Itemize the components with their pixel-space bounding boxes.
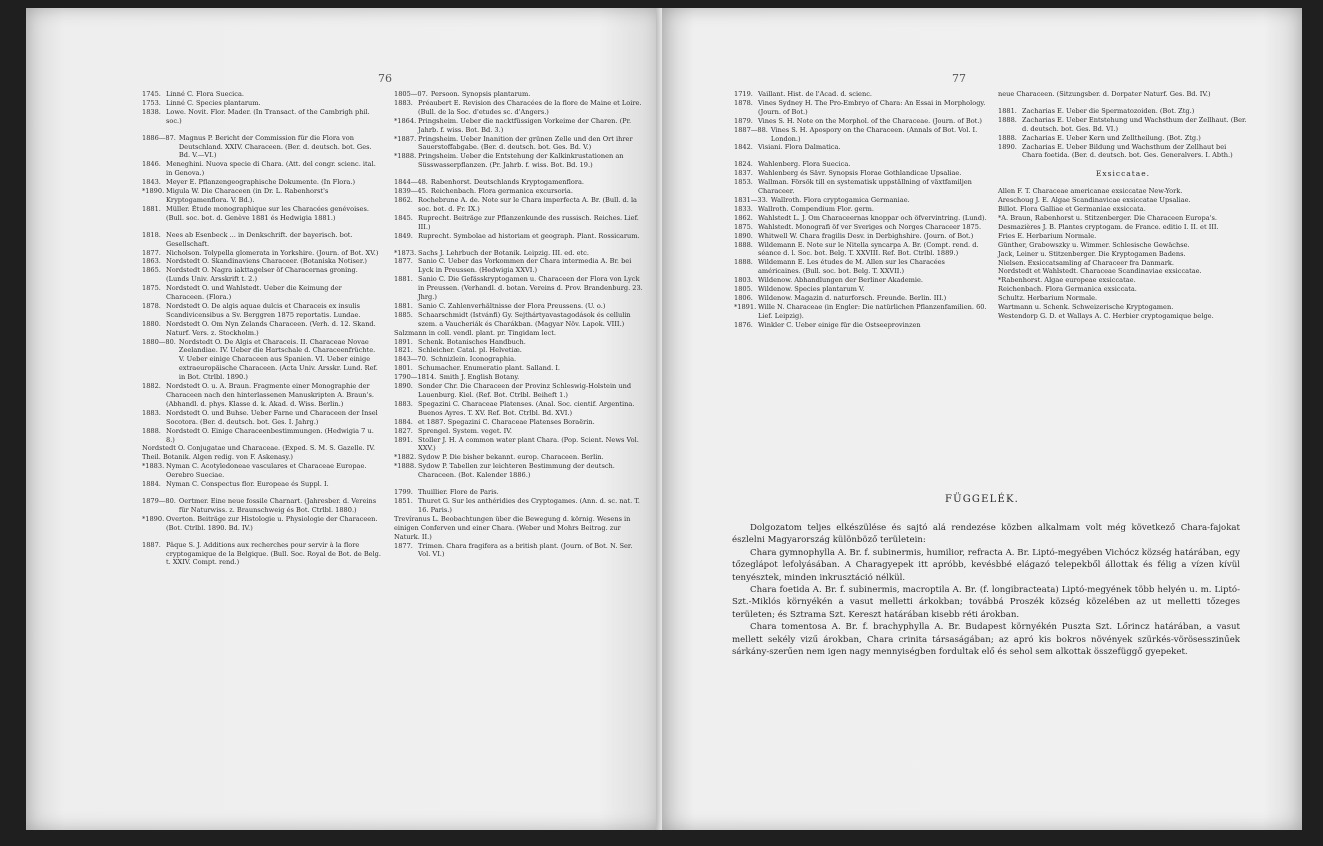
citation-text: Schleicher. Catal. pl. Helvetiæ.: [418, 346, 522, 355]
citation-text: Ruprecht. Beiträge zur Pflanzenkunde des russisch. Reiches. Lief. III.): [418, 213, 639, 231]
citation-text: Zacharias E. Ueber Kern und Zelltheilung. (Bot. Ztg.): [1022, 133, 1201, 142]
citation-entry: [142, 99, 382, 108]
spacer: [142, 489, 382, 497]
citation-entry: [142, 284, 382, 302]
citation-text: Smith J. English Botany.: [439, 373, 520, 382]
citation-year: 1879—80.: [142, 496, 176, 505]
citation-year: 1833.: [734, 204, 753, 213]
citation-entry: [394, 311, 644, 329]
spacer: [998, 99, 1248, 107]
citation-entry: [394, 364, 644, 373]
citation-text: Nordstedt O. Conjugatae und Characeae. (Exped. S. M. S. Gazelle. IV. Theil. Botanik. Algen redig. von F. Askenasy.): [142, 444, 375, 462]
citation-year: 1875.: [734, 222, 753, 231]
spacer: [394, 170, 644, 178]
exsiccata-entry: Nordstedt et Wahlstedt. Characeae Scandinaviae exsiccatae.: [998, 267, 1202, 276]
citation-year: 1849.: [394, 231, 413, 240]
citation-entry: [734, 258, 988, 276]
citation-text: Nyman C. Acotyledoneae vasculares et Characeae Europae. Oerebro Sueciae.: [166, 462, 367, 480]
citation-year: 1865.: [142, 266, 161, 275]
citation-entry: [394, 497, 644, 515]
citation-text: Sydow P. Tabellen zur leichteren Bestimmung der deutsch. Characeen. (Bot. Kalender 1886.): [418, 462, 615, 480]
citation-text: Nordstedt O. De Algis et Characeis. II. Characeae Novae Zeelandiae. IV. Ueber die Hartschale d. Characeenfrüchte. V. Ueber einige Characeen aus Spanien. VI. Ueber einige extraeuropäische Characeen. (Acta Univ. Arsskr. Lund. Ref. in Bot. Ctrlbl. 1890.): [178, 337, 378, 382]
exsiccata-entry: *A. Braun, Rabenhorst u. Stitzenberger. Die Characeen Europa's.: [998, 213, 1217, 222]
citation-entry: [142, 257, 382, 266]
citation-text: Winkler C. Ueber einige für die Ostseeprovinzen: [758, 320, 921, 329]
left-column-2: [394, 90, 644, 559]
citation-entry: [394, 488, 644, 497]
citation-year: *1888.: [394, 152, 417, 161]
left-page: [26, 8, 662, 830]
spacer: [734, 152, 988, 160]
citation-entry: [998, 107, 1248, 116]
page-number: 77: [952, 72, 966, 85]
citation-entry: [394, 257, 644, 275]
citation-entry: [394, 400, 644, 418]
citation-year: *1888.: [394, 462, 417, 471]
citation-year: 1887—88.: [734, 125, 768, 134]
citation-entry: [394, 275, 644, 302]
exsiccata-entry: Nielsen. Exsiccatsamling af Characeer fra Danmark.: [998, 258, 1174, 267]
citation-year: 1891.: [394, 435, 413, 444]
citation-entry: [394, 373, 644, 382]
citation-entry: [394, 187, 644, 196]
citation-text: Spegazini C. Characeae Platenses. (Anal. Soc. cientif. Argentina. Buenos Ayres. T. XV. Ref. Bot. Ctrlbl. Bd. XVI.): [418, 399, 635, 417]
citation-text: Nees ab Esenbeck ... in Denkschrift. der bayerisch. bot. Gesellschaft.: [166, 230, 353, 248]
citation-text: neue Characeen. (Sitzungsber. d. Dorpater Naturf. Ges. Bd. IV.): [998, 90, 1211, 98]
citation-entry: [142, 409, 382, 427]
citation-text: Müller. Étude monographique sur les Characées genévoises. (Bull. soc. bot. d. Genève 1881 és Hedwigia 1881.): [166, 204, 369, 222]
citation-entry: [998, 143, 1248, 161]
citation-entry: [394, 152, 644, 170]
citation-text: Nicholson. Tolypella glomerata in Yorkshire. (Journ. of Bot. XV.): [166, 248, 379, 257]
citation-entry: [734, 321, 988, 330]
citation-text: Oertmer. Eine neue fossile Charnart. (Jahresber. d. Vereins für Naturwiss. z. Braunschweig és Bot. Ctrlbl. 1880.): [178, 496, 377, 514]
citation-entry: [142, 462, 382, 480]
citation-text: Linné C. Flora Suecica.: [166, 90, 245, 98]
citation-text: Vines S. H. Note on the Morphol. of the Characeae. (Journ. of Bot.): [758, 116, 982, 125]
citation-entry: [394, 196, 644, 214]
citation-entry: [734, 117, 988, 126]
citation-entry: [394, 329, 644, 338]
citation-entry: [734, 294, 988, 303]
appendix-paragraph: Dolgozatom teljes elkészülése és sajtó alá rendezése közben alkalmam volt még következő Chara-fajokat észlelni Magyarország különböző területein:: [732, 523, 1240, 546]
citation-year: 1862.: [734, 213, 753, 222]
citation-text: Wildenow. Abhandlungen der Berliner Akademie.: [758, 276, 924, 285]
citation-entry: [734, 241, 988, 259]
citation-text: Reichenbach. Flora germanica excursoria.: [430, 187, 573, 196]
citation-text: Nordstedt O. Skandinaviens Characeer. (Botaniska Notiser.): [166, 257, 367, 266]
citation-entry: [394, 427, 644, 436]
citation-year: 1881.: [394, 301, 413, 310]
citation-year: 1881.: [998, 106, 1017, 115]
citation-year: 1890.: [734, 231, 753, 240]
citation-entry: [394, 178, 644, 187]
appendix-paragraph: Chara tomentosa A. Br. f. brachyphylla A. Br. Budapest környékén Puszta Szt. Lőrincz határában, a vasut mellett sekély vizű árokban, Chara crinita társaságában; az apró kis bokros növények szürkés-vörösesszinűek sárkány-szerűen nem igen nagy mennyiségben fordultak elő és sehol sem alkottak összefüggő gyepeket.: [732, 622, 1240, 658]
citation-text: Sanio C. Die Gefässkryptogamen u. Characeen der Flora von Lyck in Preussen. (Verhandl. d. botan. Vereins d. Prov. Brandenburg. 23. Jhrg.): [418, 275, 643, 302]
citation-entry: [394, 99, 644, 117]
citation-year: 1888.: [142, 426, 161, 435]
exsiccata-entry: Schultz. Herbarium Normale.: [998, 294, 1098, 303]
exsiccata-entry: Jack, Leiner u. Stitzenberger. Die Kryptogamen Badens.: [998, 249, 1186, 258]
citation-text: Schaarschmidt (Istvánfi) Gy. Sejthártyavastagodások és cellulin szem. a Vaucheriák és Charákban. (Magyar Növ. Lapok. VIII.): [418, 310, 631, 328]
citation-entry: [734, 143, 988, 152]
citation-entry: [734, 223, 988, 232]
citation-entry: [734, 169, 988, 178]
citation-text: Lowe. Novit. Flor. Mader. (In Transact. of the Cambrigh phil. soc.): [166, 107, 370, 125]
citation-year: *1890.: [142, 187, 165, 196]
citation-entry: [394, 346, 644, 355]
citation-year: 1805.: [734, 285, 753, 294]
citation-list: [998, 90, 1248, 160]
citation-year: 1719.: [734, 90, 753, 98]
citation-entry: [142, 108, 382, 126]
spacer: [394, 480, 644, 488]
citation-entry: [734, 214, 988, 223]
citation-text: Nordstedt O. und Buhse. Ueber Farne und Characeen der Insel Socotora. (Ber. d. deutsch. bot. Ges. I. Jahrg.): [166, 408, 378, 426]
citation-entry: [734, 285, 988, 294]
citation-entry: [142, 249, 382, 258]
citation-entry: [734, 303, 988, 321]
citation-text: Rochebrune A. de. Note sur le Chara imperfecta A. Br. (Bull. d. la soc. bot. d. Fr. IX.): [418, 195, 637, 213]
citation-year: 1890.: [998, 142, 1017, 151]
citation-year: 1839—45.: [394, 187, 428, 196]
citation-text: Zacharias E. Ueber Entstehung und Wachsthum der Zellhaut. (Ber. d. deutsch. bot. Ges. Bd. VI.): [1022, 115, 1247, 133]
citation-year: 1881.: [394, 275, 413, 284]
citation-entry: [998, 134, 1248, 143]
citation-year: *1882.: [394, 453, 417, 462]
citation-text: Sydow P. Die bisher bekannt. europ. Characeen. Berlin.: [418, 453, 604, 462]
spacer: [142, 223, 382, 231]
citation-year: 1863.: [142, 257, 161, 266]
citation-year: 1862.: [394, 195, 413, 204]
citation-text: Sanio C. Zahlenverhältnisse der Flora Preussens. (U. o.): [418, 301, 606, 310]
citation-text: Wildemann E. Les études de M. Allen sur les Characées américaines. (Bull. soc. bot. Belg. T. XXVII.): [758, 258, 945, 276]
exsiccata-entry: Allen F. T. Characeae americanae exsiccatae New-York.: [998, 187, 1183, 196]
citation-year: 1805—07.: [394, 90, 428, 98]
spacer: [142, 126, 382, 134]
citation-entry: [394, 338, 644, 347]
exsiccata-entry: Fries E. Herbarium Normale.: [998, 231, 1097, 240]
citation-year: 1884.: [142, 480, 161, 489]
citation-year: 1884.: [394, 417, 413, 426]
citation-year: 1806.: [734, 293, 753, 302]
citation-text: Nordstedt O. und Wahlstedt. Ueber die Keimung der Characeen. (Flora.): [166, 284, 342, 302]
citation-entry: [394, 117, 644, 135]
citation-entry: [394, 302, 644, 311]
citation-year: 1878.: [734, 98, 753, 107]
citation-entry: [142, 427, 382, 445]
right-column-1: [734, 90, 988, 330]
citation-year: 1843—70.: [394, 355, 428, 364]
citation-text: Migula W. Die Characeen (in Dr. L. Rabenhorst's Kryptogamenflora. V. Bd.).: [166, 187, 329, 204]
citation-text: Wille N. Characeae (in Engler: Die natürlichen Pflanzenfamilien. 60. Lief. Leipzig).: [758, 302, 987, 320]
citation-text: Nordstedt O. Om Nyn Zelands Characeen. (Verh. d. 12. Skand. Naturf. Vers. z. Stockholm.): [166, 319, 376, 337]
citation-entry: [142, 90, 382, 99]
citation-year: 1888.: [998, 115, 1017, 124]
exsiccata-entry: Wartmann u. Schenk. Schweizerische Kryptogamen.: [998, 303, 1174, 312]
citation-entry: [142, 178, 382, 187]
citation-text: et 1887. Spegazini C. Characeae Platenses Boraërin.: [418, 417, 595, 426]
citation-entry: [142, 320, 382, 338]
citation-text: Nordstedt O. Nagra iakttagelser öf Characernas groning. (Lunds Univ. Arsskrift t. 2.): [166, 266, 358, 284]
citation-year: 1838.: [142, 107, 161, 116]
citation-text: Pringsheim. Ueber die Entstehung der Kalkinkrustationen an Süsswasserpflanzen. (Pr. Jahrb. f. wiss. Bot. Bd. 19.): [418, 152, 624, 170]
citation-text: Wallman. Försök till en systematisk uppställning of växtfamiljen Characeer.: [758, 178, 972, 196]
citation-text: Pringsheim. Ueber die nacktfüssigen Vorkeime der Charen. (Pr. Jahrb. f. wiss. Bot. Bd. 3.): [418, 116, 632, 134]
citation-year: 1853.: [734, 178, 753, 187]
right-column-2: [998, 90, 1248, 321]
citation-text: Wahlenberg és Sävr. Synopsis Florae Gothlandicae Upsaliae.: [758, 169, 962, 178]
citation-entry: [394, 418, 644, 427]
citation-text: Wahlstedt L. J. Om Characeernas knoppar och öfvervintring. (Lund).: [758, 213, 987, 222]
citation-text: Ruprecht. Symbolae ad historiam et geograph. Plant. Rossicarum.: [418, 231, 640, 240]
citation-entry: [394, 453, 644, 462]
citation-entry: [394, 382, 644, 400]
page-number: 76: [378, 72, 392, 85]
citation-text: Nordstedt O. u. A. Braun. Fragmente einer Monographie der Characeen nach den hinterlassenen Manuskripten A. Braun's. (Abhandl. d. phys. Klasse d. k. Akad. d. Wiss. Berlin.): [166, 382, 374, 408]
citation-entry: [142, 444, 382, 462]
citation-text: Stoller J. H. A common water plant Chara. (Pop. Scient. News Vol. XXV.): [418, 435, 639, 453]
citation-text: Salzmann in coll. vendl. plant. pr. Tingidam lect.: [394, 328, 556, 337]
citation-year: *1873.: [394, 248, 417, 257]
citation-entry: [394, 462, 644, 480]
citation-entry: [394, 90, 644, 99]
citation-entry: [394, 515, 644, 542]
citation-text: Nyman C. Conspectus flor. Europeae és Suppl. I.: [166, 480, 329, 489]
appendix-paragraph: Chara foetida A. Br. f. subinermis, macroptila A. Br. (f. longibracteata) Liptó-megyének több helyén u. m. Liptó-Szt.-Miklós környékén a vasut melletti árkokban; továbbá Proszék község közelében az ut melletti tőzeges területen; és Sztrama Szt. Kereszt határában kisebb réti árokban.: [732, 585, 1240, 620]
citation-entry: [142, 302, 382, 320]
citation-year: 1886—87.: [142, 133, 176, 142]
citation-entry: [734, 126, 988, 144]
exsiccata-entry: Areschoug J. E. Algae Scandinavicae exsiccatae Upsaliae.: [998, 196, 1191, 205]
citation-year: *1890.: [142, 514, 165, 523]
citation-year: 1880—80.: [142, 337, 176, 346]
citation-text: Thuillier. Flore de Paris.: [418, 488, 499, 497]
citation-text: Wahlstedt. Monografi öf ver Sveriges och Norges Characeer 1875.: [758, 222, 982, 231]
exsiccata-entry: *Rabenhorst. Algae europeae exsiccatae.: [998, 276, 1136, 285]
citation-year: 1890.: [394, 382, 413, 391]
citation-text: Trimen. Chara fragifera as a british plant. (Journ. of Bot. N. Ser. Vol. VI.): [418, 541, 633, 559]
spacer: [142, 533, 382, 541]
citation-entry: [142, 187, 382, 205]
citation-text: Wallroth. Flora cryptogamica Germaniae.: [770, 195, 910, 204]
left-column-1: [142, 90, 382, 567]
citation-entry: [142, 541, 382, 568]
citation-year: 1827.: [394, 426, 413, 435]
citation-entry: [394, 355, 644, 364]
citation-text: Sprengel. System. veget. IV.: [418, 426, 512, 435]
citation-year: *1887.: [394, 134, 417, 143]
citation-entry: [142, 515, 382, 533]
citation-text: Thuret G. Sur les anthéridies des Cryptogames. (Ann. d. sc. nat. T. 16. Paris.): [418, 496, 640, 514]
citation-year: 1877.: [394, 541, 413, 550]
exsiccata-entry: Westendorp G. D. et Wallays A. C. Herbier cryptogamique belge.: [998, 311, 1214, 320]
citation-entry: [394, 135, 644, 153]
citation-entry: [142, 160, 382, 178]
citation-text: Wildenow. Magazin d. naturforsch. Freunde. Berlin. III.): [758, 293, 947, 302]
citation-text: Wildenow. Species plantarum V.: [758, 285, 865, 294]
citation-year: 1801.: [394, 364, 413, 373]
exsiccatae-heading: Exsiccatae.: [1095, 169, 1151, 179]
citation-entry: [734, 99, 988, 117]
citation-year: 1891.: [394, 337, 413, 346]
citation-entry: [734, 232, 988, 241]
citation-entry: [142, 382, 382, 409]
citation-year: *1864.: [394, 116, 417, 125]
citation-year: *1883.: [142, 462, 165, 471]
citation-entry: [394, 214, 644, 232]
citation-entry: [734, 90, 988, 99]
citation-text: Pringsheim. Ueber Inanition der grünen Zelle und den Ort ihrer Sauerstoffabgabe. (Ber. d. deutsch. bot. Ges. Bd. V.): [418, 134, 633, 152]
citation-year: 1846.: [142, 160, 161, 169]
citation-year: 1851.: [394, 496, 413, 505]
citation-year: 1803.: [734, 276, 753, 285]
exsiccata-entry: Reichenbach. Flora Germanica exsiccata.: [998, 285, 1137, 294]
citation-year: 1824.: [734, 160, 753, 169]
citation-year: 1885.: [394, 310, 413, 319]
citation-entry: [142, 231, 382, 249]
exsiccata-entry: Günther, Grabowszky u. Wimmer. Schlesische Gewächse.: [998, 240, 1190, 249]
citation-text: Magnus P. Bericht der Commission für die Flora von Deutschland. XXIV. Characeen. (Ber. d. deutsch. bot. Ges. Bd. V.—VI.): [178, 133, 372, 160]
exsiccata-entry: Billot. Flora Galliae et Germaniae exsiccata.: [998, 205, 1146, 214]
citation-text: Meyer E. Pflanzengeographische Dokumente. (In Flora.): [166, 178, 356, 187]
citation-text: Sachs J. Lehrbuch der Botanik. Leipzig. III. ed. etc.: [418, 248, 589, 257]
citation-entry: [142, 266, 382, 284]
citation-year: 1883.: [394, 399, 413, 408]
citation-year: 1845.: [394, 213, 413, 222]
citation-year: 1842.: [734, 143, 753, 152]
citation-text: Overton. Beiträge zur Histologie u. Physiologie der Characeen. (Bot. Ctrlbl. 1890. Bd. IV.): [166, 514, 378, 532]
citation-year: 1879.: [734, 116, 753, 125]
citation-year: 1888.: [998, 133, 1017, 142]
citation-year: 1875.: [142, 284, 161, 293]
citation-year: 1878.: [142, 301, 161, 310]
citation-text: Pâque S. J. Additions aux recherches pour servir à la flore cryptogamique de la Belgique. (Bull. Soc. Royal de Bot. de Belg. t. XXIV. Compt. rend.): [166, 540, 382, 567]
citation-year: 1887.: [142, 540, 161, 549]
citation-text: Wildemann E. Note sur le Nitella syncarpa A. Br. (Compt. rend. d. séance d. l. Soc. bot. Belg. T. XXVIII. Ref. Bot. Ctrlbl. 1889.): [758, 240, 979, 258]
citation-text: Schenk. Botanisches Handbuch.: [418, 337, 526, 346]
citation-text: Schumacher. Enumeratio plant. Salland. I.: [418, 364, 561, 373]
citation-text: Vaillant. Hist. de l'Acad. d. scienc.: [758, 90, 872, 98]
citation-year: 1843.: [142, 178, 161, 187]
appendix-body: [732, 522, 1240, 658]
citation-entry: [734, 178, 988, 196]
citation-entry: [734, 196, 988, 205]
citation-text: Meneghini. Nuova specie di Chara. (Att. del congr. scienc. ital. in Genova.): [166, 160, 376, 178]
citation-year: 1844—48.: [394, 178, 428, 187]
citation-year: 1745.: [142, 90, 161, 98]
citation-year: 1790—1814.: [394, 373, 437, 382]
citation-text: Trevíranus L. Beobachtungen über die Bewegung d. körnig. Wesens in einigen Conferven und einer Chara. (Weber und Mohrs Beitrag. zur Naturk. II.): [394, 514, 631, 541]
citation-year: 1877.: [142, 248, 161, 257]
citation-year: 1877.: [394, 257, 413, 266]
citation-entry: [394, 232, 644, 241]
citation-entry: [142, 338, 382, 383]
citation-entry: [734, 276, 988, 285]
citation-text: Vines S. H. Apospory on the Characeen. (Annals of Bot. Vol. I. London.): [770, 125, 978, 143]
exsiccatae-list: [998, 187, 1248, 321]
citation-year: *1891.: [734, 302, 757, 311]
citation-text: Rabenhorst. Deutschlands Kryptogamenflora.: [430, 178, 585, 187]
right-page: [662, 8, 1302, 830]
appendix-title: FÜGGELÉK.: [944, 494, 1020, 505]
citation-year: 1883.: [394, 98, 413, 107]
citation-text: Persoon. Synopsis plantarum.: [430, 90, 531, 98]
citation-entry: [734, 205, 988, 214]
citation-text: Whitwell W. Chara fragilis Desv. in Derbighshire. (Journ. of Bot.): [758, 231, 974, 240]
citation-year: 1799.: [394, 488, 413, 497]
citation-text: Wahlenberg. Flora Suecica.: [758, 160, 851, 169]
citation-year: 1821.: [394, 346, 413, 355]
citation-year: 1883.: [142, 408, 161, 417]
citation-year: 1888.: [734, 258, 753, 267]
citation-entry: [142, 205, 382, 223]
citation-year: 1888.: [734, 240, 753, 249]
citation-entry: [734, 160, 988, 169]
citation-text: Schnizlein. Iconographia.: [430, 355, 517, 364]
citation-year: 1876.: [734, 320, 753, 329]
citation-entry: [998, 116, 1248, 134]
citation-year: 1753.: [142, 98, 161, 107]
exsiccata-entry: Desmazières J. B. Plantes cryptogam. de France. editio I. II. et III.: [998, 222, 1219, 231]
citation-entry: [998, 90, 1248, 99]
citation-text: Zacharias E. Ueber die Spermatozoiden. (Bot. Ztg.): [1022, 106, 1195, 115]
spacer: [394, 241, 644, 249]
citation-entry: [142, 134, 382, 161]
appendix-paragraph: Chara gymnophylla A. Br. f. subinermis, humilior, refracta A. Br. Liptó-megyében Vichócz község határában, egy tőzeglápot lefolyásában. A Charagyepek itt apróbb, kevésbbé elágazó telepekből állottak és félig a vízen kívül tenyésztek, minden inkrusztáció nélkül.: [732, 547, 1240, 583]
citation-entry: [142, 497, 382, 515]
citation-entry: [394, 542, 644, 560]
citation-entry: [142, 480, 382, 489]
citation-text: Nordstedt O. De algis aquae dulcis et Characeis ex insulis Scandivicensibus a Sv. Berggren 1875 reportatis. Lundae.: [166, 301, 361, 319]
citation-year: 1831—33.: [734, 195, 768, 204]
citation-year: 1882.: [142, 382, 161, 391]
citation-text: Wallroth. Compendium Flor. germ.: [758, 204, 875, 213]
citation-text: Visiani. Flora Dalmatica.: [758, 143, 841, 152]
citation-year: 1881.: [142, 204, 161, 213]
citation-year: 1818.: [142, 230, 161, 239]
citation-entry: [394, 436, 644, 454]
citation-text: Vines Sydney H. The Pro-Embryo of Chara: An Essai in Morphology. (Journ. of Bot.): [758, 98, 986, 116]
citation-text: Nordstedt O. Einige Characeenbestimmungen. (Hedwigia 7 u. 8.): [166, 426, 374, 444]
citation-entry: [394, 249, 644, 258]
citation-year: 1837.: [734, 169, 753, 178]
citation-text: Préaubert E. Revision des Characées de la flore de Maine et Loire. (Bull. de la Soc. d'etudes sc. d'Angers.): [418, 98, 642, 116]
citation-text: Linné C. Species plantarum.: [166, 98, 261, 107]
citation-year: 1880.: [142, 319, 161, 328]
citation-text: Sanio C. Ueber das Vorkommen der Chara intermedia A. Br. bei Lyck in Preussen. (Hedwigia XXVI.): [418, 257, 632, 275]
citation-text: Zacharias E. Ueber Bildung und Wachsthum der Zellhaut bei Chara foetida. (Ber. d. deutsch. bot. Ges. Generalvers. I. Abth.): [1022, 142, 1233, 160]
citation-text: Sonder Chr. Die Characeen der Provinz Schleswig-Holstein und Lauenburg. Kiel. (Ref. Bot. Ctrlbl. Beiheft 1.): [418, 382, 632, 399]
